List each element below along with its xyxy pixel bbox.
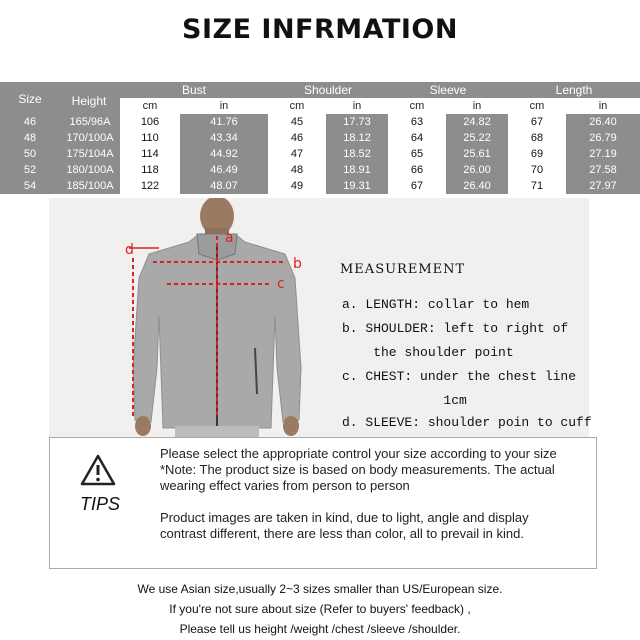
footer-line: We use Asian size,usually 2~3 sizes smaller than US/European size. (137, 582, 503, 596)
table-row (0, 178, 640, 194)
table-cell: 45 (290, 116, 304, 128)
table-cell: 26.00 (463, 164, 491, 176)
table-cell: 67 (530, 116, 544, 128)
table-cell: 48.07 (210, 180, 238, 192)
footer-line: Please tell us height /weight /chest /sleeve /shoulder. (179, 622, 461, 636)
table-cell: 26.40 (463, 180, 491, 192)
table-row (0, 114, 640, 130)
table-cell: 47 (290, 148, 304, 160)
table-cell: 46 (23, 116, 37, 128)
table-cell: 65 (410, 148, 424, 160)
table-cell: 110 (141, 132, 159, 144)
measurement-line: b. SHOULDER: left to right of (342, 321, 569, 336)
table-cell: 44.92 (210, 148, 238, 160)
measurement-heading: MEASUREMENT (340, 262, 466, 277)
height-header: Height (71, 94, 107, 108)
table-cell: 27.58 (589, 164, 617, 176)
label-c: c (277, 276, 285, 292)
table-cell: 27.19 (589, 148, 617, 160)
tips-label: TIPS (80, 494, 121, 514)
sleeve-header: Sleeve (429, 83, 467, 97)
table-cell: 27.97 (589, 180, 617, 192)
table-cell: 67 (410, 180, 424, 192)
label-a: a (225, 230, 234, 246)
footer-line: If you're not sure about size (Refer to buyers' feedback) , (169, 602, 471, 616)
table-cell: 64 (410, 132, 424, 144)
unit-cm: cm (388, 98, 446, 114)
unit-cm: cm (268, 98, 326, 114)
tips-box (49, 437, 597, 569)
table-row (0, 162, 640, 178)
unit-cm: cm (120, 98, 180, 114)
shoulder-header: Shoulder (303, 83, 353, 97)
tips-line: *Note: The product size is based on body measurements. The actual (160, 462, 555, 477)
table-cell: 19.31 (343, 180, 371, 192)
measurement-line: c. CHEST: under the chest line (342, 369, 577, 384)
measurement-line: 1cm (342, 393, 467, 408)
table-cell: 180/100A (66, 164, 114, 176)
size-header: Size (18, 92, 42, 106)
measurement-line: d. SLEEVE: shoulder poin to cuff (342, 415, 592, 430)
table-cell: 165/96A (69, 116, 111, 128)
tips-line: contrast different, there are less than color, all to prevail in kind. (160, 526, 524, 541)
length-header: Length (555, 83, 593, 97)
table-cell: 41.76 (210, 116, 238, 128)
unit-in: in (446, 98, 508, 114)
measurement-line: a. LENGTH: collar to hem (342, 297, 530, 312)
table-cell: 26.40 (589, 116, 617, 128)
table-row (0, 130, 640, 146)
page-title: SIZE INFRMATION (182, 14, 458, 45)
table-cell: 118 (141, 164, 159, 176)
unit-cm: cm (508, 98, 566, 114)
tips-line: Please select the appropriate control your size according to your size (160, 446, 557, 461)
table-cell: 66 (410, 164, 424, 176)
size-table (0, 82, 640, 194)
table-cell: 69 (530, 148, 544, 160)
table-cell: 43.34 (210, 132, 238, 144)
table-cell: 18.91 (343, 164, 371, 176)
table-cell: 49 (290, 180, 304, 192)
table-cell: 63 (410, 116, 424, 128)
table-cell: 46 (290, 132, 304, 144)
jacket-diagram (49, 198, 589, 440)
table-cell: 52 (23, 164, 37, 176)
table-row (0, 146, 640, 162)
table-cell: 68 (530, 132, 544, 144)
tips-line: wearing effect varies from person to person (160, 478, 410, 493)
table-cell: 46.49 (210, 164, 238, 176)
table-cell: 114 (141, 148, 159, 160)
table-cell: 71 (530, 180, 544, 192)
table-cell: 26.79 (589, 132, 617, 144)
warning-icon (80, 454, 116, 486)
label-d: d (125, 242, 134, 258)
bust-header: Bust (181, 83, 206, 97)
unit-in: in (180, 98, 268, 114)
measurement-line: the shoulder point (342, 345, 514, 360)
label-b: b (293, 256, 302, 272)
table-cell: 48 (23, 132, 37, 144)
table-cell: 185/100A (66, 180, 114, 192)
table-cell: 70 (530, 164, 544, 176)
table-cell: 106 (140, 116, 160, 128)
table-cell: 25.22 (463, 132, 491, 144)
table-cell: 48 (290, 164, 304, 176)
unit-in: in (326, 98, 388, 114)
unit-in: in (566, 98, 640, 114)
table-cell: 170/100A (66, 132, 114, 144)
table-cell: 50 (23, 148, 37, 160)
tips-line: Product images are taken in kind, due to light, angle and display (160, 510, 529, 525)
table-cell: 54 (23, 180, 37, 192)
table-cell: 17.73 (343, 116, 371, 128)
table-cell: 175/104A (66, 148, 114, 160)
table-cell: 18.52 (343, 148, 371, 160)
table-cell: 18.12 (343, 132, 371, 144)
table-cell: 24.82 (463, 116, 491, 128)
table-cell: 25.61 (463, 148, 491, 160)
table-cell: 122 (140, 180, 160, 192)
